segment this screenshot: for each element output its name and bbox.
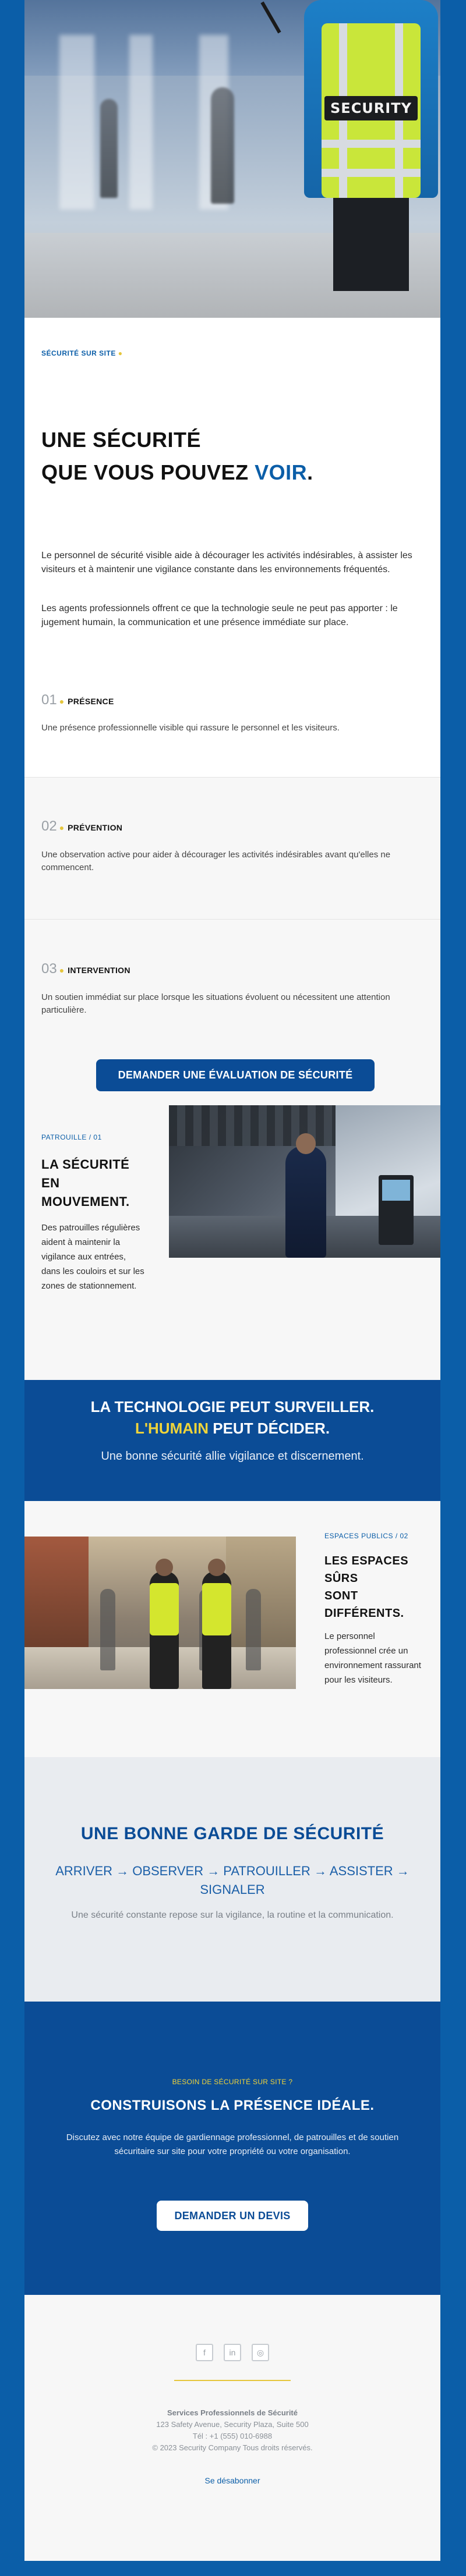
vest-reflective-stripe xyxy=(322,169,421,177)
patrol-text: Des patrouilles régulières aident à maintenir la vigilance aux entrées, dans les couloirs et sur les zones de stationnement. xyxy=(41,1223,144,1291)
principle-flow: ARRIVER → OBSERVER → PATROUILLER → ASSISTER → SIGNALER xyxy=(55,1864,409,1897)
accent-dot-icon: ● xyxy=(59,697,65,706)
list-item-number: 02 xyxy=(41,818,57,834)
list-item-title: PRÉVENTION xyxy=(68,823,123,832)
photo-guard-head xyxy=(208,1559,225,1576)
security-guard-figure xyxy=(298,0,438,291)
guard-legs xyxy=(333,192,409,291)
spaces-eyebrow: ESPACES PUBLICS / 02 xyxy=(324,1532,408,1540)
quote-title: CONSTRUISONS LA PRÉSENCE IDÉALE. xyxy=(90,2098,375,2113)
photo-guard-vest xyxy=(150,1583,179,1635)
spaces-title-line: LES ESPACES xyxy=(324,1555,409,1567)
headline-line-2 xyxy=(41,456,313,489)
headline-prefix: QUE VOUS POUVEZ xyxy=(41,460,255,484)
hero-window xyxy=(59,35,94,210)
headline-suffix: . xyxy=(307,460,313,484)
photo-guard-head xyxy=(296,1133,316,1154)
patrol-title-line: EN xyxy=(41,1176,60,1190)
headline-accent: VOIR xyxy=(255,460,308,484)
spaces-title xyxy=(324,1552,429,1622)
banner-line-1: LA TECHNOLOGIE PEUT SURVEILLER. xyxy=(90,1398,375,1415)
list-item-text: Une présence professionnelle visible qui rassure le personnel et les visiteurs. xyxy=(41,723,340,733)
spaces-title-line: SONT xyxy=(324,1589,358,1602)
list-item-number: 03 xyxy=(41,961,57,977)
hero-background-person xyxy=(211,87,234,204)
patrol-eyebrow: PATROUILLE / 01 xyxy=(41,1133,102,1141)
footer-phone: Tél : +1 (555) 010-6988 xyxy=(192,2432,273,2440)
banner-line-2-rest: PEUT DÉCIDER. xyxy=(209,1420,330,1437)
hero-background-person xyxy=(100,99,118,198)
footer-address: 123 Safety Avenue, Security Plaza, Suite 500 xyxy=(156,2420,309,2429)
patrol-title-line: LA SÉCURITÉ xyxy=(41,1157,130,1172)
banner-accent: L'HUMAIN xyxy=(135,1420,209,1437)
list-item-band xyxy=(24,777,440,919)
intro-eyebrow-text: SÉCURITÉ SUR SITE xyxy=(41,349,116,357)
photo-storefront xyxy=(226,1537,296,1659)
principle-title: UNE BONNE GARDE DE SÉCURITÉ xyxy=(80,1824,384,1843)
photo-guard-figure xyxy=(285,1146,326,1258)
list-item-number: 01 xyxy=(41,692,57,708)
spaces-title-line: DIFFÉRENTS. xyxy=(324,1607,404,1620)
accent-dot-icon: ● xyxy=(59,823,65,832)
headline-line-1: UNE SÉCURITÉ xyxy=(41,428,202,452)
hero-image xyxy=(24,0,440,318)
unsubscribe-link[interactable]: Se désabonner xyxy=(204,2476,260,2485)
linkedin-icon[interactable]: in xyxy=(224,2344,241,2361)
photo-storefront xyxy=(24,1537,89,1653)
list-item xyxy=(41,961,130,977)
instagram-icon[interactable]: ◎ xyxy=(252,2344,269,2361)
list-item-text: Une observation active pour aider à décourager les activités indésirables avant qu'elles ne commencent. xyxy=(41,850,391,872)
principle-subtitle: Une sécurité constante repose sur la vigilance, la routine et la communication. xyxy=(71,1910,394,1920)
quote-eyebrow: BESOIN DE SÉCURITÉ SUR SITE ? xyxy=(172,2078,293,2086)
intro-paragraph-2: Les agents professionnels offrent ce que la technologie seule ne peut pas apporter : le jugement humain, la communication et une présence immédiate sur place. xyxy=(41,604,398,627)
banner-line-2 xyxy=(24,1418,440,1439)
photo-kiosk-screen xyxy=(382,1180,410,1201)
list-item-band xyxy=(24,665,440,777)
photo-crowd-person xyxy=(246,1589,261,1670)
hero-window xyxy=(129,35,153,210)
footer-company: Services Professionnels de Sécurité xyxy=(167,2408,298,2417)
list-item xyxy=(41,818,122,835)
public-spaces-photo xyxy=(24,1537,296,1689)
list-item xyxy=(41,692,114,708)
page-headline xyxy=(41,424,313,489)
quote-text: Discutez avec notre équipe de gardiennage professionnel, de patrouilles et de soutien sécuritaire sur site pour votre propriété ou votre organisation. xyxy=(66,2133,399,2156)
accent-dot-icon: ● xyxy=(118,349,123,357)
banner-subline: Une bonne sécurité allie vigilance et discernement. xyxy=(101,1450,364,1463)
footer-divider xyxy=(174,2380,291,2381)
patrol-title-line: MOUVEMENT. xyxy=(41,1194,130,1209)
request-quote-button[interactable]: DEMANDER UN DEVIS xyxy=(157,2201,308,2231)
list-item-title: INTERVENTION xyxy=(68,966,130,975)
accent-dot-icon: ● xyxy=(59,966,65,975)
list-item-title: PRÉSENCE xyxy=(68,697,114,706)
request-assessment-button[interactable]: DEMANDER UNE ÉVALUATION DE SÉCURITÉ xyxy=(96,1059,375,1091)
spaces-text: Le personnel professionnel crée un environnement rassurant pour les visiteurs. xyxy=(324,1631,421,1685)
footer-copyright: © 2023 Security Company Tous droits réservés. xyxy=(152,2443,313,2452)
vest-security-label: SECURITY xyxy=(324,96,418,120)
spaces-title-line: SÛRS xyxy=(324,1572,358,1585)
intro-eyebrow xyxy=(41,349,122,357)
facebook-icon[interactable]: f xyxy=(196,2344,213,2361)
patrol-photo xyxy=(169,1105,440,1258)
photo-crowd-person xyxy=(100,1589,115,1670)
vest-reflective-stripe xyxy=(322,140,421,148)
patrol-title xyxy=(41,1155,146,1211)
photo-guard-vest xyxy=(202,1583,231,1635)
photo-guard-head xyxy=(156,1559,173,1576)
email-container xyxy=(24,0,440,2561)
intro-paragraph-1: Le personnel de sécurité visible aide à décourager les activités indésirables, à assister les visiteurs et à maintenir une vigilance constante dans les environnements fréquentés. xyxy=(41,551,412,574)
list-item-text: Un soutien immédiat sur place lorsque les situations évoluent ou nécessitent une attention particulière. xyxy=(41,992,390,1015)
